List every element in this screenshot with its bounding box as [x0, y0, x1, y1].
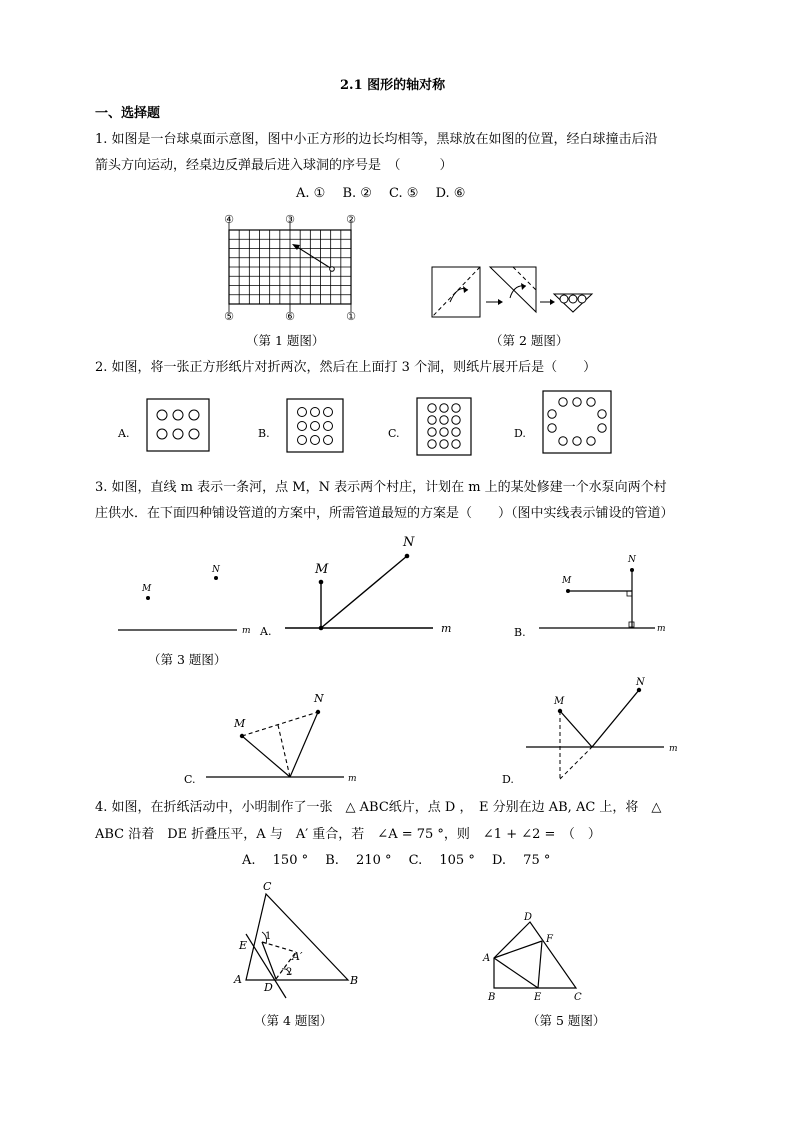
q2-option-c-figure — [416, 397, 472, 456]
q3-label-river: m — [242, 626, 251, 636]
q3-label-m-point: M — [142, 584, 152, 594]
q2-caption: （第 2 题图） — [490, 333, 569, 348]
q3a-label-m-river: m — [441, 622, 452, 635]
hole-1-label: ① — [346, 310, 356, 323]
q3c-label-n: N — [314, 692, 324, 705]
q3d-label-m-river: m — [669, 744, 678, 754]
q2-option-b: B. — [258, 427, 270, 440]
hole-2-label: ② — [346, 213, 356, 226]
q4-line1: 4. 如图，在折纸活动中，小明制作了一张 △ ABC纸片，点 D ， E 分别在边 AB, AC 上，将 △ — [95, 800, 662, 815]
q4-label-d: D — [264, 981, 273, 994]
q4-line2: ABC 沿着 DE 折叠压平，A 与 A′ 重合，若 ∠A = 75 °，则 ∠1 + ∠2 = （ ） — [95, 827, 601, 842]
q3-option-c-figure — [200, 688, 370, 788]
q4-figure — [228, 876, 368, 1004]
q2-fold-figure — [428, 264, 598, 324]
q1-caption: （第 1 题图） — [246, 333, 325, 348]
q4-label-e: E — [239, 939, 248, 952]
q3d-label-n: N — [636, 677, 645, 688]
q4-angle-2: 2 — [286, 967, 293, 978]
q3-caption: （第 3 题图） — [148, 652, 227, 667]
q2-option-d: D. — [514, 427, 526, 440]
q5-figure — [478, 910, 593, 1005]
q3a-label-n: N — [403, 535, 415, 550]
q3-option-b-figure — [537, 550, 697, 640]
q1-line1: 1. 如图是一台球桌面示意图，图中小正方形的边长均相等，黑球放在如图的位置，经白球撞击后沿 — [95, 132, 658, 147]
section-heading: 一、选择题 — [95, 106, 161, 121]
hole-4-label: ④ — [224, 213, 234, 226]
q1-options: A. ① B. ② C. ⑤ D. ⑥ — [296, 186, 466, 201]
q3-option-d: D. — [502, 773, 514, 786]
q5-label-e: E — [534, 992, 542, 1003]
q4-options: A. 150 ° B. 210 ° C. 105 ° D. 75 ° — [242, 853, 551, 868]
q2-option-d-figure — [542, 390, 612, 454]
q3-option-c: C. — [184, 773, 196, 786]
q4-label-a-prime: A′ — [292, 950, 303, 963]
q3-option-a-figure — [283, 530, 458, 635]
q2-text: 2. 如图，将一张正方形纸片对折两次，然后在上面打 3 个洞，则纸片展开后是（ ） — [95, 360, 597, 375]
q3-line1: 3. 如图，直线 m 表示一条河，点 M，N 表示两个村庄，计划在 m 上的某处修建一个水泵向两个村 — [95, 480, 667, 495]
q3b-label-m-river: m — [657, 624, 666, 634]
q3-option-a: A. — [260, 625, 272, 638]
q3-option-d-figure — [522, 675, 692, 785]
page-title: 2.1 图形的轴对称 — [340, 78, 446, 93]
q4-label-c: C — [263, 880, 272, 893]
q1-line2: 箭头方向运动，经桌边反弹最后进入球洞的序号是 （ ） — [95, 158, 453, 173]
q4-label-a: A — [234, 973, 242, 986]
q3b-label-n: N — [628, 555, 636, 565]
q5-label-b: B — [488, 992, 496, 1003]
q2-option-b-figure — [286, 398, 344, 453]
q4-angle-1: 1 — [265, 931, 272, 942]
q1-figure — [220, 212, 365, 324]
q5-caption: （第 5 题图） — [527, 1013, 606, 1028]
q3a-label-m: M — [315, 562, 329, 577]
q3-line2: 庄供水．在下面四种铺设管道的方案中，所需管道最短的方案是（ ）（图中实线表示铺设的管道） — [95, 506, 674, 521]
q5-label-d: D — [524, 912, 533, 923]
q3d-label-m: M — [554, 696, 565, 707]
hole-5-label: ⑤ — [224, 310, 234, 323]
q2-option-a-figure — [146, 398, 210, 452]
q4-caption: （第 4 题图） — [254, 1013, 333, 1028]
q3-main-figure — [115, 560, 265, 640]
q5-label-f: F — [546, 934, 553, 945]
hole-3-label: ③ — [285, 213, 295, 226]
q3-option-b: B. — [514, 626, 526, 639]
q2-option-c: C. — [388, 427, 400, 440]
q5-label-c: C — [574, 992, 582, 1003]
q3c-label-m-river: m — [348, 774, 357, 784]
q5-label-a: A — [483, 953, 491, 964]
q2-option-a: A. — [118, 427, 130, 440]
q4-label-b: B — [350, 974, 359, 987]
q3-label-n-point: N — [212, 565, 220, 575]
q3b-label-m: M — [562, 576, 572, 586]
q3c-label-m: M — [234, 717, 246, 730]
hole-6-label: ⑥ — [285, 310, 295, 323]
